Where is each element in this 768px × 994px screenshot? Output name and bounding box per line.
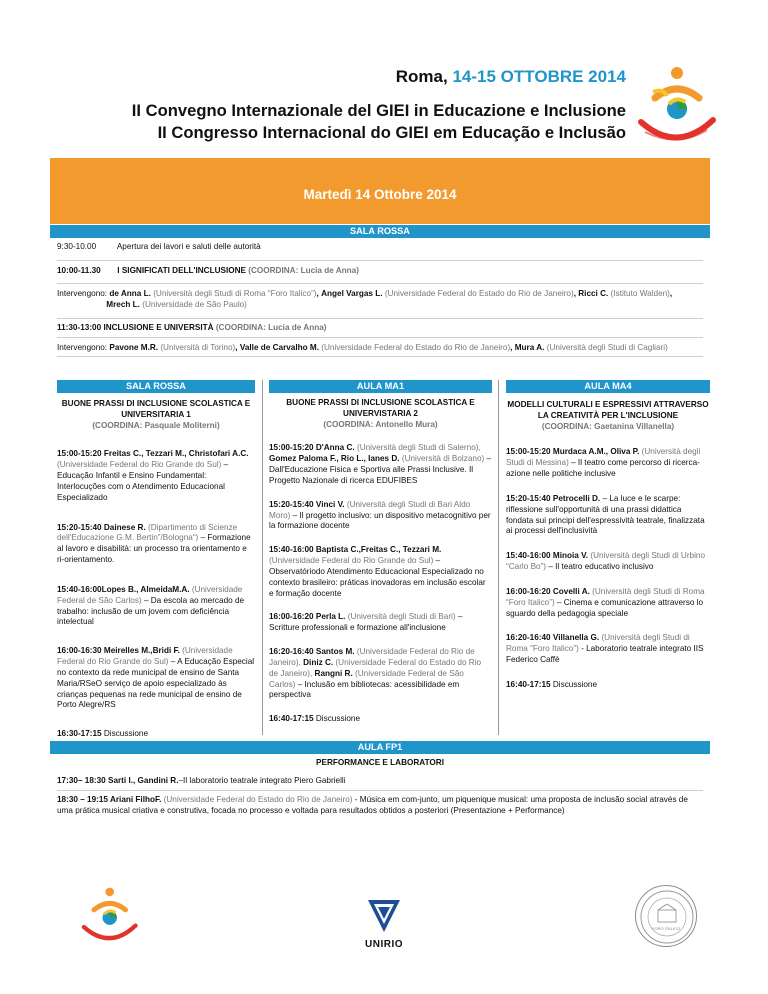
- affiliation: (Università degli Studi di Roma “Foro Italico”): [153, 289, 317, 298]
- talk-head: 16:20-16:40 Villanella G.: [506, 633, 600, 643]
- column-aula-ma1: [269, 380, 492, 725]
- speaker: Valle de Carvalho M.: [239, 343, 320, 352]
- talk-title: Discussione: [315, 714, 361, 724]
- talk-title: Discussione: [552, 679, 598, 689]
- talk-affiliation: (Università di Bolzano): [401, 454, 485, 464]
- talk-head: 16:00-16:20 Perla L.: [269, 612, 346, 622]
- unirio-wordmark: UNIRIO: [365, 938, 403, 950]
- seal-emblem-icon: [636, 886, 698, 948]
- opening-time: 9:30-10.00: [57, 242, 97, 251]
- talk-head: 16:30-17:15: [57, 729, 102, 739]
- session1-chair: (COORDINA: Lucia de Anna): [248, 266, 359, 275]
- talk-affiliation: (Universidade Federal do Rio de Janeiro),: [269, 647, 475, 667]
- talk-title: – Inclusão em bibliotecas: acessibilidade em perspectiva: [269, 679, 460, 700]
- column-aula-ma4: [506, 380, 710, 691]
- column-room: SALA ROSSA: [57, 380, 255, 393]
- talk-title: - Laboratorio teatrale integrato IIS Federico Caffè: [506, 644, 704, 665]
- session1-time: 10:00-11.30: [57, 266, 101, 275]
- talk-head: Diniz C.: [303, 657, 334, 667]
- speaker: Mrech L.: [106, 299, 140, 309]
- affiliation: (Universidade de São Paulo): [142, 299, 247, 309]
- talk: [269, 443, 492, 486]
- talk-head: 15:20-15:40 Dainese R.: [57, 522, 146, 532]
- title-portuguese: II Congresso Internacional do GIEI em Educação e Inclusão: [157, 122, 626, 142]
- conference-titles: [132, 100, 626, 143]
- talk-title: – A Educação Especial no contexto da rede municipal de ensino de Santa Maria/RSeO serviço de apoio especializado às crianças pequenas na rede municipal de ensino de Porto Alegre/RS: [57, 657, 255, 710]
- talk: [506, 551, 710, 573]
- talk: [269, 647, 492, 701]
- talk-head: 17:30– 18:30 Sarti I., Gandini R.: [57, 776, 179, 785]
- talk-title: – Educação Infantil e Ensino Fundamental: Interlocuções com o Atendimento Educacional Especializado: [57, 460, 229, 502]
- event-city: Roma,: [395, 67, 448, 86]
- speakers1-lead: Intervengono:: [57, 289, 108, 298]
- talk-affiliation: (Dipartimento di Scienze dell'Educazione G.M. Bertin”/Bologna“): [57, 522, 238, 543]
- talk: [269, 612, 492, 634]
- affiliation: (Universidade Federal do Estado do Rio de Janeiro): [384, 289, 574, 298]
- speaker: Angel Vargas L.: [321, 289, 383, 298]
- talk: [506, 447, 710, 479]
- talk-title: - Música em com-junto, um piquenique musical: uma proposta de inclusão social através de uma prática musical criativa e construtiva, focada no processo e voltada para resultados obtidos a posteriori (Presentazione + Performance): [57, 795, 688, 815]
- talk-title: – Cinema e comunicazione attraverso lo sguardo della pedagogia speciale: [506, 597, 704, 618]
- session1-title: I SIGNIFICATI DELL'INCLUSIONE: [117, 266, 246, 275]
- talk-head: 15:40-16:00 Minoia V.: [506, 551, 589, 561]
- fp1-row: [57, 795, 703, 817]
- title-italian: II Convegno Internazionale del GIEI in Educazione e Inclusione: [131, 101, 626, 120]
- column-title: [57, 399, 255, 431]
- talk-head: Gomez Paloma F., Rio L., Ianes D.: [269, 454, 400, 464]
- talk-head: 15:20-15:40 Vinci V.: [269, 499, 345, 509]
- talk-title: – Il teatro come percorso di ricerca-azione nelle politiche inclusive: [506, 458, 700, 479]
- speakers1-row: Intervengono: de Anna L. (Università degli Studi di Roma “Foro Italico”), Angel Vargas L. (Universidade Federal do Estado do Rio de Janeiro), Ricci C. (Istituto Walden), Mrech L. (Universidade de São Paulo): [57, 289, 703, 319]
- talk-head: 15:40-16:00Lopes B., AlmeidaM.A.: [57, 584, 190, 594]
- giei-logo: [633, 62, 719, 154]
- talk-affiliation: (Università degli Studi di Bari): [347, 612, 456, 622]
- talk-title: – Observatóriodo Atendimento Educacional Especializado no contexto brasileiro: práticas inovadoras em inclusão escolar e formação docente: [269, 556, 486, 598]
- event-date: [396, 66, 626, 88]
- talk-head: Rangni R.: [314, 668, 353, 678]
- column-divider: [262, 380, 263, 735]
- talk-affiliation: (Università degli Studi di Roma “Foro Italico”): [506, 586, 705, 607]
- affiliation: (Universidade Federal do Estado do Rio de Janeiro): [321, 343, 511, 352]
- session2-chair: (COORDINA: Lucia de Anna): [215, 323, 327, 332]
- talk-affiliation: (Università degli Studi di Roma “Foro Italico”): [506, 633, 690, 654]
- talk-head: 18:30 – 19:15 Ariani FilhoF.: [57, 795, 162, 804]
- talk-head: 16:00-16:20 Covelli A.: [506, 586, 590, 596]
- speakers2-row: Intervengono: Pavone M.R. (Università di Torino), Valle de Carvalho M. (Universidade Federal do Estado do Rio de Janeiro), Mura A. (Università degli Studi di Cagliari): [57, 343, 703, 357]
- talk: [506, 633, 710, 665]
- column-chair: (COORDINA: Pasquale Moliterni): [92, 420, 220, 430]
- seal-text: FORO ITALICO: [652, 926, 680, 931]
- giei-logo-small: [78, 884, 140, 950]
- speaker: Ricci C.: [578, 289, 609, 298]
- talk: [57, 646, 255, 711]
- column-title-text: BUONE PRASSI DI INCLUSIONE SCOLASTICA E UNIVERVISTARIA 2: [286, 398, 475, 418]
- day-banner: [50, 158, 710, 224]
- column-room: AULA MA4: [506, 380, 710, 393]
- talk-head: 16:00-16:30 Meirelles M.,Bridi F.: [57, 646, 180, 656]
- opening-text: Apertura dei lavori e saluti delle autorità: [116, 242, 261, 251]
- fp1-strip: AULA FP1: [50, 741, 710, 754]
- fp1-row: [57, 773, 703, 791]
- talk: [506, 587, 710, 619]
- talk-discussion: [269, 714, 492, 725]
- column-room: AULA MA1: [269, 380, 492, 393]
- column-title: [269, 398, 492, 430]
- column-title-text: BUONE PRASSI DI INCLUSIONE SCOLASTICA E UNIVERSITARIA 1: [61, 399, 251, 419]
- column-chair: (COORDINA: Antonello Mura): [323, 419, 438, 429]
- column-title: [506, 400, 710, 432]
- unirio-emblem-icon: [364, 898, 404, 934]
- opening-row: [57, 242, 703, 261]
- column-chair: (COORDINA: Gaetanina Villanella): [541, 421, 675, 431]
- talk-title: – Da escola ao mercado de trabalho: inclusão de um jovem com deficiência intelectual: [57, 595, 245, 627]
- talk-affiliation: (Universidade Federal de São Carlos): [269, 668, 464, 689]
- fp1-title: PERFORMANCE E LABORATORI: [316, 758, 444, 767]
- talk-affiliation: (Universidade Federal do Estado do Rio de Janeiro),: [269, 657, 482, 678]
- session2-time: 11:30-13:00: [57, 323, 102, 332]
- column-divider: [498, 380, 499, 735]
- talk-affiliation: (Università degli Studi di Urbino “Carlo Bo”): [506, 551, 706, 572]
- talk-title: – Il progetto inclusivo: un dispositivo metacognitivo per la formazione docente: [269, 510, 491, 531]
- talk-affiliation: (Universidade Federal do Estado do Rio de Janeiro): [163, 795, 353, 804]
- session1-row: [57, 266, 703, 284]
- talk-affiliation: (Università degli Studi di Messina): [506, 447, 701, 468]
- talk-head: 15:40-16:00 Baptista C.,Freitas C., Tezzari M.: [269, 545, 442, 555]
- talk-head: 15:00-15:20 D'Anna C.: [269, 443, 355, 453]
- talk-head: 16:20-16:40 Santos M.: [269, 647, 355, 657]
- talk: [57, 449, 255, 503]
- speakers2-lead: Intervengono:: [57, 343, 108, 352]
- column-title-text: MODELLI CULTURALI E ESPRESSIVI ATTRAVERSO LA CREATIVITÀ PER L'INCLUSIONE: [507, 400, 709, 420]
- session2-title: INCLUSIONE E UNIVERSITÀ: [103, 323, 214, 332]
- affiliation: (Istituto Walden): [610, 289, 670, 298]
- talk-discussion: [506, 680, 710, 691]
- talk-head: 15:20-15:40 Petrocelli D.: [506, 493, 601, 503]
- talk-title: – Il teatro educativo inclusivo: [548, 562, 654, 572]
- talk-discussion: [57, 729, 255, 740]
- speaker: Pavone M.R.: [109, 343, 159, 352]
- affiliation: (Università di Torino): [160, 343, 236, 352]
- session2-row: [57, 323, 703, 338]
- talk-affiliation: (Universidade Federal do Rio Grande do Sul): [57, 646, 233, 667]
- talk-title: Discussione: [103, 729, 149, 739]
- university-seal: [635, 885, 697, 947]
- talk-head: 15:00-15:20 Freitas C., Tezzari M., Christofari A.C.: [57, 449, 249, 459]
- unirio-logo: [352, 898, 416, 951]
- talk: [269, 545, 492, 599]
- talk-head: 16:40-17:15: [506, 679, 551, 689]
- talk-affiliation: (Universidade Federal de São Carlos): [57, 584, 243, 605]
- talk-title: – Scritture professionali e formazione all'inclusione: [269, 612, 463, 633]
- talk-head: 15:00-15:20 Murdaca A.M., Oliva P.: [506, 447, 640, 457]
- talk-affiliation: (Universidade Federal do Rio Grande do Sul): [57, 460, 222, 470]
- sala-rossa-strip: SALA ROSSA: [50, 225, 710, 238]
- talk-title: –Dall'Educazione Fisica e Sportiva alle Prassi Inclusive. Il Progetto Nazionale di ricerca EDUFIBES: [269, 454, 492, 485]
- talk: [57, 585, 255, 628]
- talk-affiliation: (Università degli Studi di Bari Aldo Moro): [269, 499, 471, 520]
- talk-title: – Formazione al lavoro e disabilità: un processo tra orientamento e ri-orientamento.: [57, 533, 251, 565]
- event-dates: 14-15 OTTOBRE 2014: [452, 67, 626, 86]
- speaker: de Anna L.: [109, 289, 151, 298]
- talk-affiliation: (Università degli Studi di Salerno),: [356, 443, 481, 453]
- speaker: Mura A.: [514, 343, 545, 352]
- talk-head: 16:40-17:15: [269, 714, 314, 724]
- talk: [506, 494, 710, 537]
- day-banner-text: Martedì 14 Ottobre 2014: [303, 187, 457, 202]
- talk: [269, 500, 492, 532]
- talk: [57, 523, 255, 566]
- affiliation: (Università degli Studi di Cagliari): [546, 343, 668, 352]
- column-sala-rossa: [57, 380, 255, 740]
- talk-title: –Il laboratorio teatrale integrato Piero Gabrielli: [178, 776, 346, 785]
- talk-affiliation: (Universidade Federal do Rio Grande do Sul): [269, 556, 434, 566]
- talk-title: – La luce e le scarpe: riflessione sull'opportunità di una prassi didattica fondata sui principi dell'espressività teatrale, finalizzata ai processi dell'inclusività: [506, 493, 705, 536]
